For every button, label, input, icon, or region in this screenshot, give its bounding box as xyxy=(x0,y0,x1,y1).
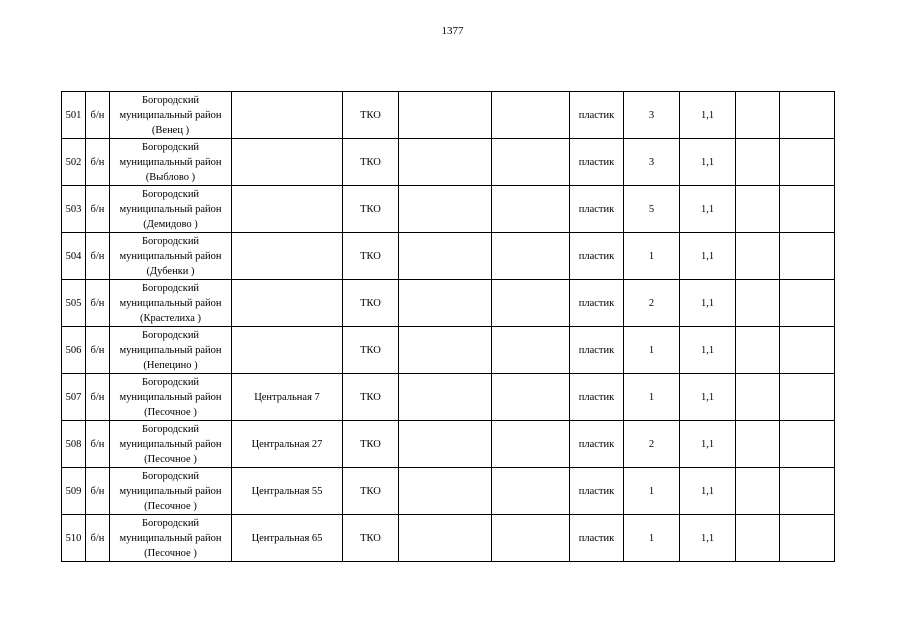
district-type: муниципальный район xyxy=(119,156,222,168)
container-count: 1 xyxy=(624,468,680,515)
column-6-cell xyxy=(399,280,492,327)
settlement-name: (Песочное ) xyxy=(144,406,197,418)
district-name: Богородский xyxy=(141,94,200,106)
column-11-cell xyxy=(736,468,780,515)
waste-type: ТКО xyxy=(343,515,399,562)
district-name: Богородский xyxy=(141,141,200,153)
district-cell xyxy=(110,233,232,280)
settlement-name: (Непецино ) xyxy=(143,359,198,371)
waste-type: ТКО xyxy=(343,327,399,374)
table-row xyxy=(62,421,835,468)
column-12-cell xyxy=(780,515,835,562)
table-body xyxy=(62,92,835,562)
container-count: 2 xyxy=(624,421,680,468)
column-12-cell xyxy=(780,421,835,468)
row-number: 508 xyxy=(62,421,86,468)
container-count: 1 xyxy=(624,515,680,562)
table-row xyxy=(62,233,835,280)
district-cell xyxy=(110,92,232,139)
column-11-cell xyxy=(736,327,780,374)
registration-number: б/н xyxy=(86,233,110,280)
column-11-cell xyxy=(736,92,780,139)
settlement-name: (Песочное ) xyxy=(144,453,197,465)
container-count: 1 xyxy=(624,327,680,374)
column-7-cell xyxy=(492,468,570,515)
district-type: муниципальный район xyxy=(119,250,222,262)
table-row xyxy=(62,327,835,374)
table-row xyxy=(62,92,835,139)
column-7-cell xyxy=(492,139,570,186)
waste-type: ТКО xyxy=(343,139,399,186)
row-number: 510 xyxy=(62,515,86,562)
column-7-cell xyxy=(492,515,570,562)
district-cell xyxy=(110,327,232,374)
district-cell xyxy=(110,468,232,515)
container-volume: 1,1 xyxy=(680,139,736,186)
column-12-cell xyxy=(780,139,835,186)
district-cell xyxy=(110,139,232,186)
address xyxy=(232,233,343,280)
container-volume: 1,1 xyxy=(680,233,736,280)
address xyxy=(232,139,343,186)
address: Центральная 65 xyxy=(232,515,343,562)
container-volume: 1,1 xyxy=(680,515,736,562)
waste-type: ТКО xyxy=(343,92,399,139)
container-material: пластик xyxy=(570,421,624,468)
container-material: пластик xyxy=(570,233,624,280)
district-type: муниципальный район xyxy=(119,532,222,544)
column-6-cell xyxy=(399,139,492,186)
district-name: Богородский xyxy=(141,282,200,294)
column-12-cell xyxy=(780,468,835,515)
container-volume: 1,1 xyxy=(680,468,736,515)
column-12-cell xyxy=(780,374,835,421)
address xyxy=(232,92,343,139)
container-material: пластик xyxy=(570,92,624,139)
table-row xyxy=(62,468,835,515)
container-material: пластик xyxy=(570,374,624,421)
settlement-name: (Песочное ) xyxy=(144,547,197,559)
row-number: 507 xyxy=(62,374,86,421)
container-count: 1 xyxy=(624,233,680,280)
registration-number: б/н xyxy=(86,421,110,468)
district-name: Богородский xyxy=(141,423,200,435)
container-count: 2 xyxy=(624,280,680,327)
table-row xyxy=(62,515,835,562)
column-11-cell xyxy=(736,421,780,468)
container-count: 3 xyxy=(624,139,680,186)
container-material: пластик xyxy=(570,280,624,327)
row-number: 509 xyxy=(62,468,86,515)
district-type: муниципальный район xyxy=(119,344,222,356)
column-6-cell xyxy=(399,327,492,374)
column-11-cell xyxy=(736,139,780,186)
district-type: муниципальный район xyxy=(119,438,222,450)
registration-number: б/н xyxy=(86,186,110,233)
column-6-cell xyxy=(399,515,492,562)
address xyxy=(232,186,343,233)
registration-number: б/н xyxy=(86,468,110,515)
row-number: 501 xyxy=(62,92,86,139)
district-type: муниципальный район xyxy=(119,203,222,215)
address xyxy=(232,280,343,327)
address xyxy=(232,327,343,374)
waste-type: ТКО xyxy=(343,233,399,280)
column-7-cell xyxy=(492,421,570,468)
column-12-cell xyxy=(780,233,835,280)
registration-number: б/н xyxy=(86,139,110,186)
district-name: Богородский xyxy=(141,470,200,482)
settlement-name: (Песочное ) xyxy=(144,500,197,512)
row-number: 502 xyxy=(62,139,86,186)
column-6-cell xyxy=(399,468,492,515)
registration-number: б/н xyxy=(86,92,110,139)
row-number: 506 xyxy=(62,327,86,374)
container-material: пластик xyxy=(570,468,624,515)
column-11-cell xyxy=(736,280,780,327)
district-name: Богородский xyxy=(141,376,200,388)
table-row xyxy=(62,139,835,186)
column-6-cell xyxy=(399,186,492,233)
column-7-cell xyxy=(492,327,570,374)
district-cell xyxy=(110,515,232,562)
table-row xyxy=(62,186,835,233)
district-cell xyxy=(110,186,232,233)
settlement-name: (Венец ) xyxy=(151,124,190,136)
settlement-name: (Дубенки ) xyxy=(146,265,195,277)
column-12-cell xyxy=(780,280,835,327)
district-cell xyxy=(110,280,232,327)
container-volume: 1,1 xyxy=(680,280,736,327)
district-type: муниципальный район xyxy=(119,391,222,403)
district-name: Богородский xyxy=(141,188,200,200)
column-6-cell xyxy=(399,92,492,139)
table-row xyxy=(62,374,835,421)
column-7-cell xyxy=(492,186,570,233)
waste-type: ТКО xyxy=(343,186,399,233)
column-7-cell xyxy=(492,374,570,421)
district-cell xyxy=(110,421,232,468)
registration-number: б/н xyxy=(86,374,110,421)
district-type: муниципальный район xyxy=(119,109,222,121)
district-name: Богородский xyxy=(141,235,200,247)
column-11-cell xyxy=(736,186,780,233)
row-number: 505 xyxy=(62,280,86,327)
row-number: 504 xyxy=(62,233,86,280)
container-material: пластик xyxy=(570,515,624,562)
registration-number: б/н xyxy=(86,280,110,327)
district-name: Богородский xyxy=(141,329,200,341)
column-11-cell xyxy=(736,515,780,562)
column-12-cell xyxy=(780,327,835,374)
container-count: 5 xyxy=(624,186,680,233)
container-volume: 1,1 xyxy=(680,92,736,139)
settlement-name: (Выблово ) xyxy=(145,171,196,183)
column-7-cell xyxy=(492,92,570,139)
address: Центральная 27 xyxy=(232,421,343,468)
district-cell xyxy=(110,374,232,421)
registration-number: б/н xyxy=(86,515,110,562)
waste-sites-table xyxy=(61,91,835,562)
address: Центральная 7 xyxy=(232,374,343,421)
address: Центральная 55 xyxy=(232,468,343,515)
container-volume: 1,1 xyxy=(680,186,736,233)
container-volume: 1,1 xyxy=(680,374,736,421)
district-type: муниципальный район xyxy=(119,297,222,309)
container-count: 1 xyxy=(624,374,680,421)
registration-number: б/н xyxy=(86,327,110,374)
container-material: пластик xyxy=(570,186,624,233)
waste-type: ТКО xyxy=(343,374,399,421)
container-material: пластик xyxy=(570,139,624,186)
column-6-cell xyxy=(399,233,492,280)
row-number: 503 xyxy=(62,186,86,233)
column-11-cell xyxy=(736,233,780,280)
column-12-cell xyxy=(780,186,835,233)
waste-type: ТКО xyxy=(343,280,399,327)
container-volume: 1,1 xyxy=(680,421,736,468)
table-row xyxy=(62,280,835,327)
column-7-cell xyxy=(492,280,570,327)
column-11-cell xyxy=(736,374,780,421)
waste-type: ТКО xyxy=(343,421,399,468)
district-type: муниципальный район xyxy=(119,485,222,497)
column-7-cell xyxy=(492,233,570,280)
container-count: 3 xyxy=(624,92,680,139)
container-material: пластик xyxy=(570,327,624,374)
container-volume: 1,1 xyxy=(680,327,736,374)
column-12-cell xyxy=(780,92,835,139)
column-6-cell xyxy=(399,421,492,468)
waste-type: ТКО xyxy=(343,468,399,515)
settlement-name: (Крастелиха ) xyxy=(139,312,202,324)
column-6-cell xyxy=(399,374,492,421)
settlement-name: (Демидово ) xyxy=(143,218,198,230)
page-number: 1377 xyxy=(441,25,464,37)
district-name: Богородский xyxy=(141,517,200,529)
